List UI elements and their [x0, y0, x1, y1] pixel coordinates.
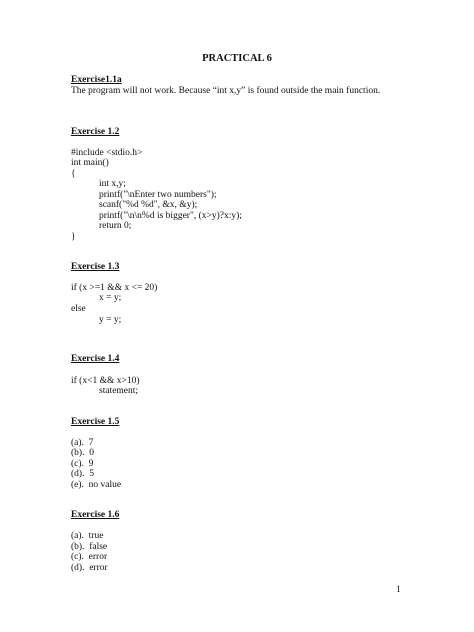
- code-line: statement;: [99, 386, 139, 396]
- page-title: PRACTICAL 6: [202, 53, 272, 64]
- list-item: (e). no value: [71, 480, 122, 490]
- list-item: (a). true: [71, 531, 104, 541]
- code-line: scanf("%d %d", &x, &y);: [99, 200, 198, 210]
- list-item: (d). error: [71, 563, 108, 573]
- code-line: x = y;: [99, 293, 122, 303]
- exercise-1-1a-heading: Exercise1.1a: [71, 75, 122, 85]
- list-item: (a). 7: [71, 438, 94, 448]
- code-line: #include <stdio.h>: [71, 148, 143, 158]
- code-line: return 0;: [99, 221, 132, 231]
- code-line: }: [71, 232, 76, 242]
- code-line: else: [71, 304, 86, 314]
- code-line: int x,y;: [99, 179, 126, 189]
- code-line: {: [71, 169, 76, 179]
- exercise-1-3-heading: Exercise 1.3: [71, 262, 120, 272]
- code-line: printf("\nEnter two numbers");: [99, 190, 217, 200]
- exercise-1-6-heading: Exercise 1.6: [71, 510, 120, 520]
- exercise-1-4-heading: Exercise 1.4: [71, 354, 120, 364]
- code-line: if (x >=1 && x <= 20): [71, 283, 158, 293]
- code-line: printf("\n\n%d is bigger", (x>y)?x:y);: [99, 211, 242, 221]
- code-line: y = y;: [99, 315, 122, 325]
- list-item: (c). 9: [71, 459, 94, 469]
- list-item: (b). 0: [71, 448, 94, 458]
- list-item: (b). false: [71, 542, 108, 552]
- page-number: 1: [396, 585, 401, 595]
- code-line: int main(): [71, 158, 109, 168]
- exercise-1-2-heading: Exercise 1.2: [71, 127, 120, 137]
- list-item: (c). error: [71, 552, 108, 562]
- list-item: (d). 5: [71, 469, 94, 479]
- code-line: if (x<1 && x>10): [71, 376, 140, 386]
- exercise-1-1a-answer: The program will not work. Because “int x,y” is found outside the main function.: [71, 86, 381, 96]
- exercise-1-5-heading: Exercise 1.5: [71, 417, 120, 427]
